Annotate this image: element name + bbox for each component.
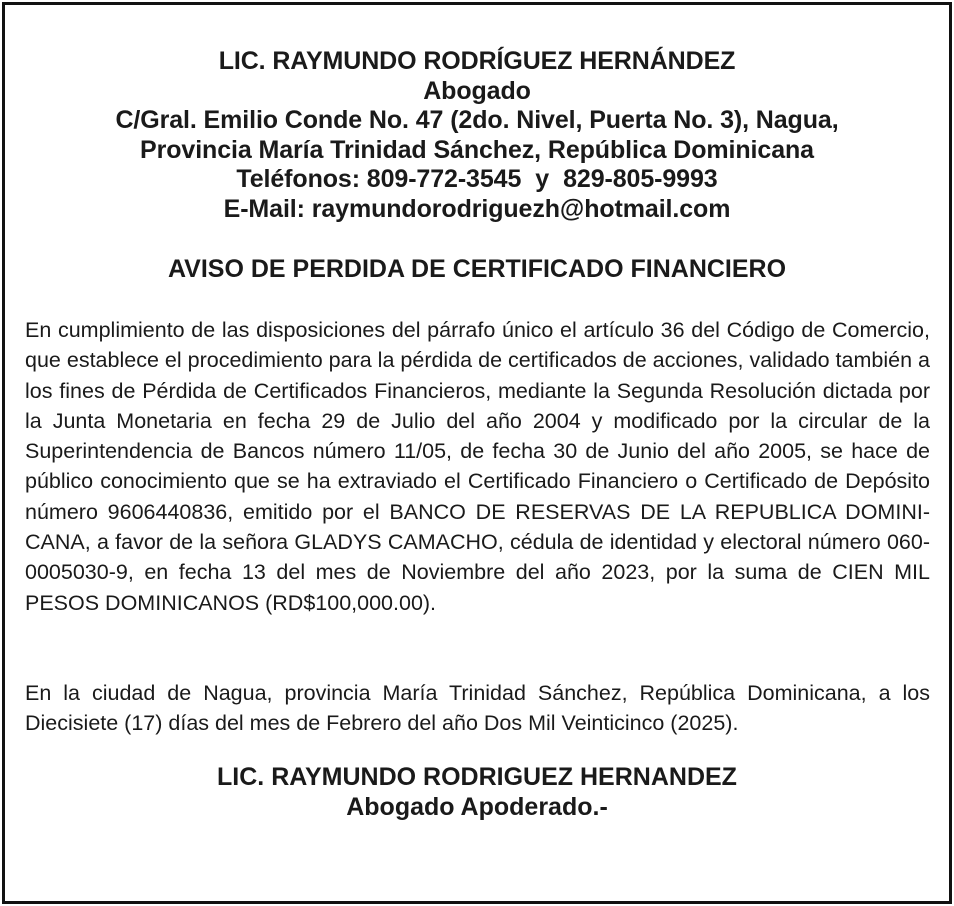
signature-role: Abogado Apoderado.- [346, 792, 608, 821]
phone-secondary: 829-805-9993 [563, 165, 718, 193]
lawyer-letterhead [5, 47, 949, 224]
address-line-1: C/Gral. Emilio Conde No. 47 (2do. Nivel, Puerta No. 3), Nagua, [115, 106, 839, 134]
phone-primary: Teléfonos: 809-772-3545 [236, 165, 522, 193]
signature-name: LIC. RAYMUNDO RODRIGUEZ HERNANDEZ [217, 763, 737, 791]
notice-title: AVISO DE PERDIDA DE CERTIFICADO FINANCIERO [167, 255, 787, 283]
email-address: E-Mail: raymundorodriguezh@hotmail.com [223, 194, 731, 223]
lawyer-profession: Abogado [423, 76, 531, 105]
legal-notice-frame [2, 2, 952, 904]
address-line-2: Provincia María Trinidad Sánchez, República Dominicana [140, 135, 814, 164]
notice-paragraph-1: En cumplimiento de las disposiciones del párrafo único el artículo 36 del Código de Comercio, que establece el procedimiento para la pérdida de certificados de acciones, validado también a los fines de Pérdida de Certificados Financieros, mediante la Segunda Resolución dictada por la Junta Monetaria en fecha 29 de Julio del año 2004 y modificado por la circular de la Superintendencia de Bancos número 11/05, de fecha 30 de Junio del año 2005, se hace de público conocimiento que se ha extraviado el Certificado Financiero o Certificado de Depósito número 9606440836, emitido por el BANCO DE RESERVAS DE LA REPUBLICA DOMINICANA, a favor de la señora GLADYS CAMACHO, cédula de identidad y electoral número 060-0005030-9, en fecha 13 del mes de Noviembre del año 2023, por la suma de CIEN MIL PESOS DOMINICANOS (RD$100,000.00). [25, 318, 930, 615]
phone-joiner: y [535, 165, 550, 193]
lawyer-name: LIC. RAYMUNDO RODRÍGUEZ HERNÁNDEZ [218, 47, 736, 75]
notice-paragraph-2: En la ciudad de Nagua, provincia María Trinidad Sánchez, República Dominicana, a los Diecisiete (17) días del mes de Febrero del año Dos Mil Veinticinco (2025). [25, 681, 930, 736]
signature-block [5, 763, 949, 822]
phone-numbers [5, 165, 949, 195]
